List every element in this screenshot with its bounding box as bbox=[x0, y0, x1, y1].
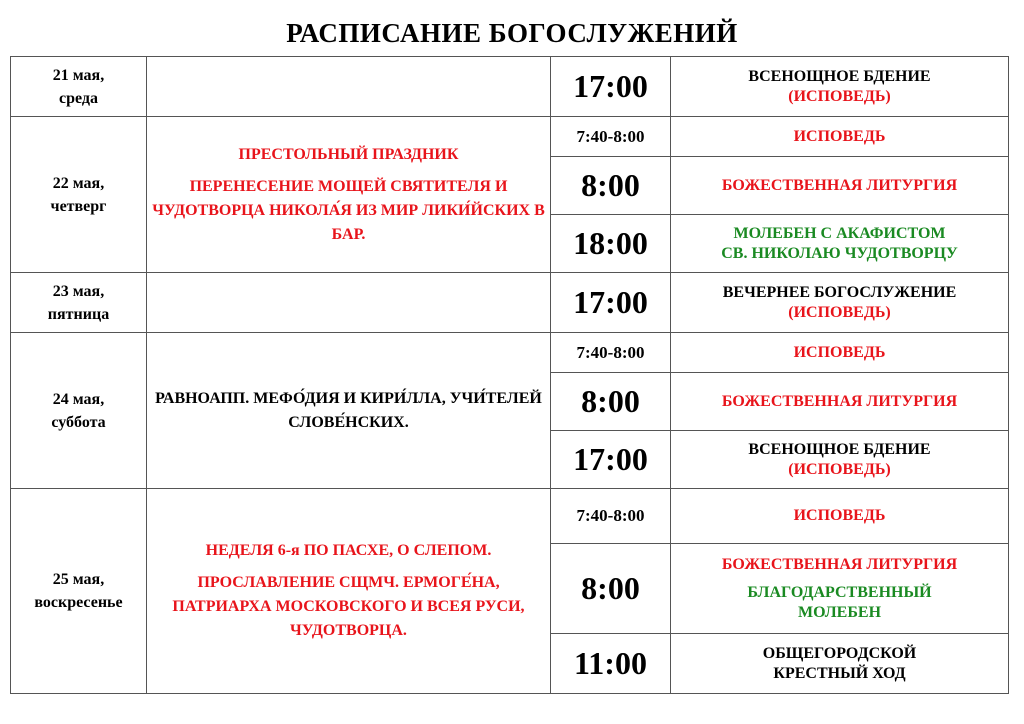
day-date-cell bbox=[11, 57, 147, 117]
service-name: МОЛЕБЕН bbox=[797, 603, 882, 621]
feast-text: НЕДЕЛЯ 6-я ПО ПАСХЕ, О СЛЕПОМ. bbox=[205, 542, 492, 559]
day-weekday: пятница bbox=[47, 305, 110, 323]
service-name: ВСЕНОЩНОЕ БДЕНИЕ bbox=[748, 67, 931, 85]
service-cell bbox=[671, 431, 1009, 489]
feast-text: ПРОСЛАВЛЕНИЕ СЩМЧ. ЕРМОГЕ́НА, ПАТРИАРХА МОСКОВСКОГО И ВСЕЯ РУСИ, ЧУДОТВОРЦА. bbox=[172, 574, 525, 639]
service-name: (ИСПОВЕДЬ) bbox=[788, 303, 891, 321]
feast-cell bbox=[147, 333, 551, 489]
service-cell bbox=[671, 117, 1009, 157]
service-time: 17:00 bbox=[551, 431, 671, 489]
service-time: 8:00 bbox=[551, 157, 671, 215]
service-time: 18:00 bbox=[551, 215, 671, 273]
service-cell bbox=[671, 333, 1009, 373]
feast-cell bbox=[147, 273, 551, 333]
service-time: 8:00 bbox=[551, 373, 671, 431]
service-cell bbox=[671, 373, 1009, 431]
service-name: ВЕЧЕРНЕЕ БОГОСЛУЖЕНИЕ bbox=[722, 283, 957, 301]
day-weekday: среда bbox=[59, 89, 98, 107]
service-name: ИСПОВЕДЬ bbox=[793, 507, 886, 524]
day-date-cell bbox=[11, 117, 147, 273]
service-name: БЛАГОДАРСТВЕННЫЙ bbox=[747, 583, 932, 601]
day-date: 25 мая, bbox=[52, 571, 105, 588]
service-name: (ИСПОВЕДЬ) bbox=[788, 87, 891, 105]
service-cell bbox=[671, 215, 1009, 273]
day-date: 22 мая, bbox=[52, 174, 105, 192]
service-time: 17:00 bbox=[551, 57, 671, 117]
service-cell bbox=[671, 634, 1009, 694]
service-time: 7:40-8:00 bbox=[551, 333, 671, 373]
table-row bbox=[11, 273, 1009, 333]
table-row bbox=[11, 57, 1009, 117]
feast-text: ПЕРЕНЕСЕНИЕ МОЩЕЙ СВЯТИТЕЛЯ И ЧУДОТВОРЦА НИКОЛА́Я ИЗ МИР ЛИКИ́ЙСКИХ В БАР. bbox=[152, 177, 545, 243]
service-time: 17:00 bbox=[551, 273, 671, 333]
service-name: ИСПОВЕДЬ bbox=[793, 127, 886, 145]
day-date-cell bbox=[11, 273, 147, 333]
feast-cell bbox=[147, 489, 551, 694]
table-row bbox=[11, 117, 1009, 157]
service-name: БОЖЕСТВЕННАЯ ЛИТУРГИЯ bbox=[721, 392, 958, 410]
page-title: РАСПИСАНИЕ БОГОСЛУЖЕНИЙ bbox=[286, 18, 738, 48]
service-name: ВСЕНОЩНОЕ БДЕНИЕ bbox=[748, 440, 931, 458]
feast-cell bbox=[147, 57, 551, 117]
service-name: СВ. НИКОЛАЮ ЧУДОТВОРЦУ bbox=[721, 244, 958, 262]
service-name: БОЖЕСТВЕННАЯ ЛИТУРГИЯ bbox=[721, 176, 958, 194]
service-cell bbox=[671, 273, 1009, 333]
day-date-cell bbox=[11, 333, 147, 489]
day-weekday: четверг bbox=[50, 197, 107, 215]
service-name: ИСПОВЕДЬ bbox=[793, 343, 886, 361]
service-name: (ИСПОВЕДЬ) bbox=[788, 460, 891, 478]
day-date: 24 мая, bbox=[52, 390, 105, 408]
schedule-table bbox=[10, 56, 1009, 694]
day-weekday: воскресенье bbox=[34, 594, 123, 611]
feast-text: ПРЕСТОЛЬНЫЙ ПРАЗДНИК bbox=[238, 145, 459, 163]
day-date: 21 мая, bbox=[52, 66, 105, 84]
table-row bbox=[11, 333, 1009, 373]
day-weekday: суббота bbox=[51, 413, 106, 431]
service-time: 7:40-8:00 bbox=[551, 489, 671, 544]
service-name: МОЛЕБЕН С АКАФИСТОМ bbox=[733, 224, 946, 242]
service-name: КРЕСТНЫЙ ХОД bbox=[773, 664, 906, 682]
service-cell bbox=[671, 544, 1009, 634]
service-name: ОБЩЕГОРОДСКОЙ bbox=[762, 644, 917, 662]
service-cell bbox=[671, 157, 1009, 215]
service-time: 8:00 bbox=[551, 544, 671, 634]
service-time: 11:00 bbox=[551, 634, 671, 694]
day-date: 23 мая, bbox=[52, 282, 105, 300]
day-date-cell bbox=[11, 489, 147, 694]
service-cell bbox=[671, 489, 1009, 544]
feast-text: РАВНОАПП. МЕФО́ДИЯ И КИРИ́ЛЛА, УЧИ́ТЕЛЕЙ СЛОВЕ́НСКИХ. bbox=[155, 389, 542, 431]
table-row bbox=[11, 489, 1009, 544]
service-name: БОЖЕСТВЕННАЯ ЛИТУРГИЯ bbox=[721, 555, 958, 573]
feast-cell bbox=[147, 117, 551, 273]
service-time: 7:40-8:00 bbox=[551, 117, 671, 157]
service-cell bbox=[671, 57, 1009, 117]
